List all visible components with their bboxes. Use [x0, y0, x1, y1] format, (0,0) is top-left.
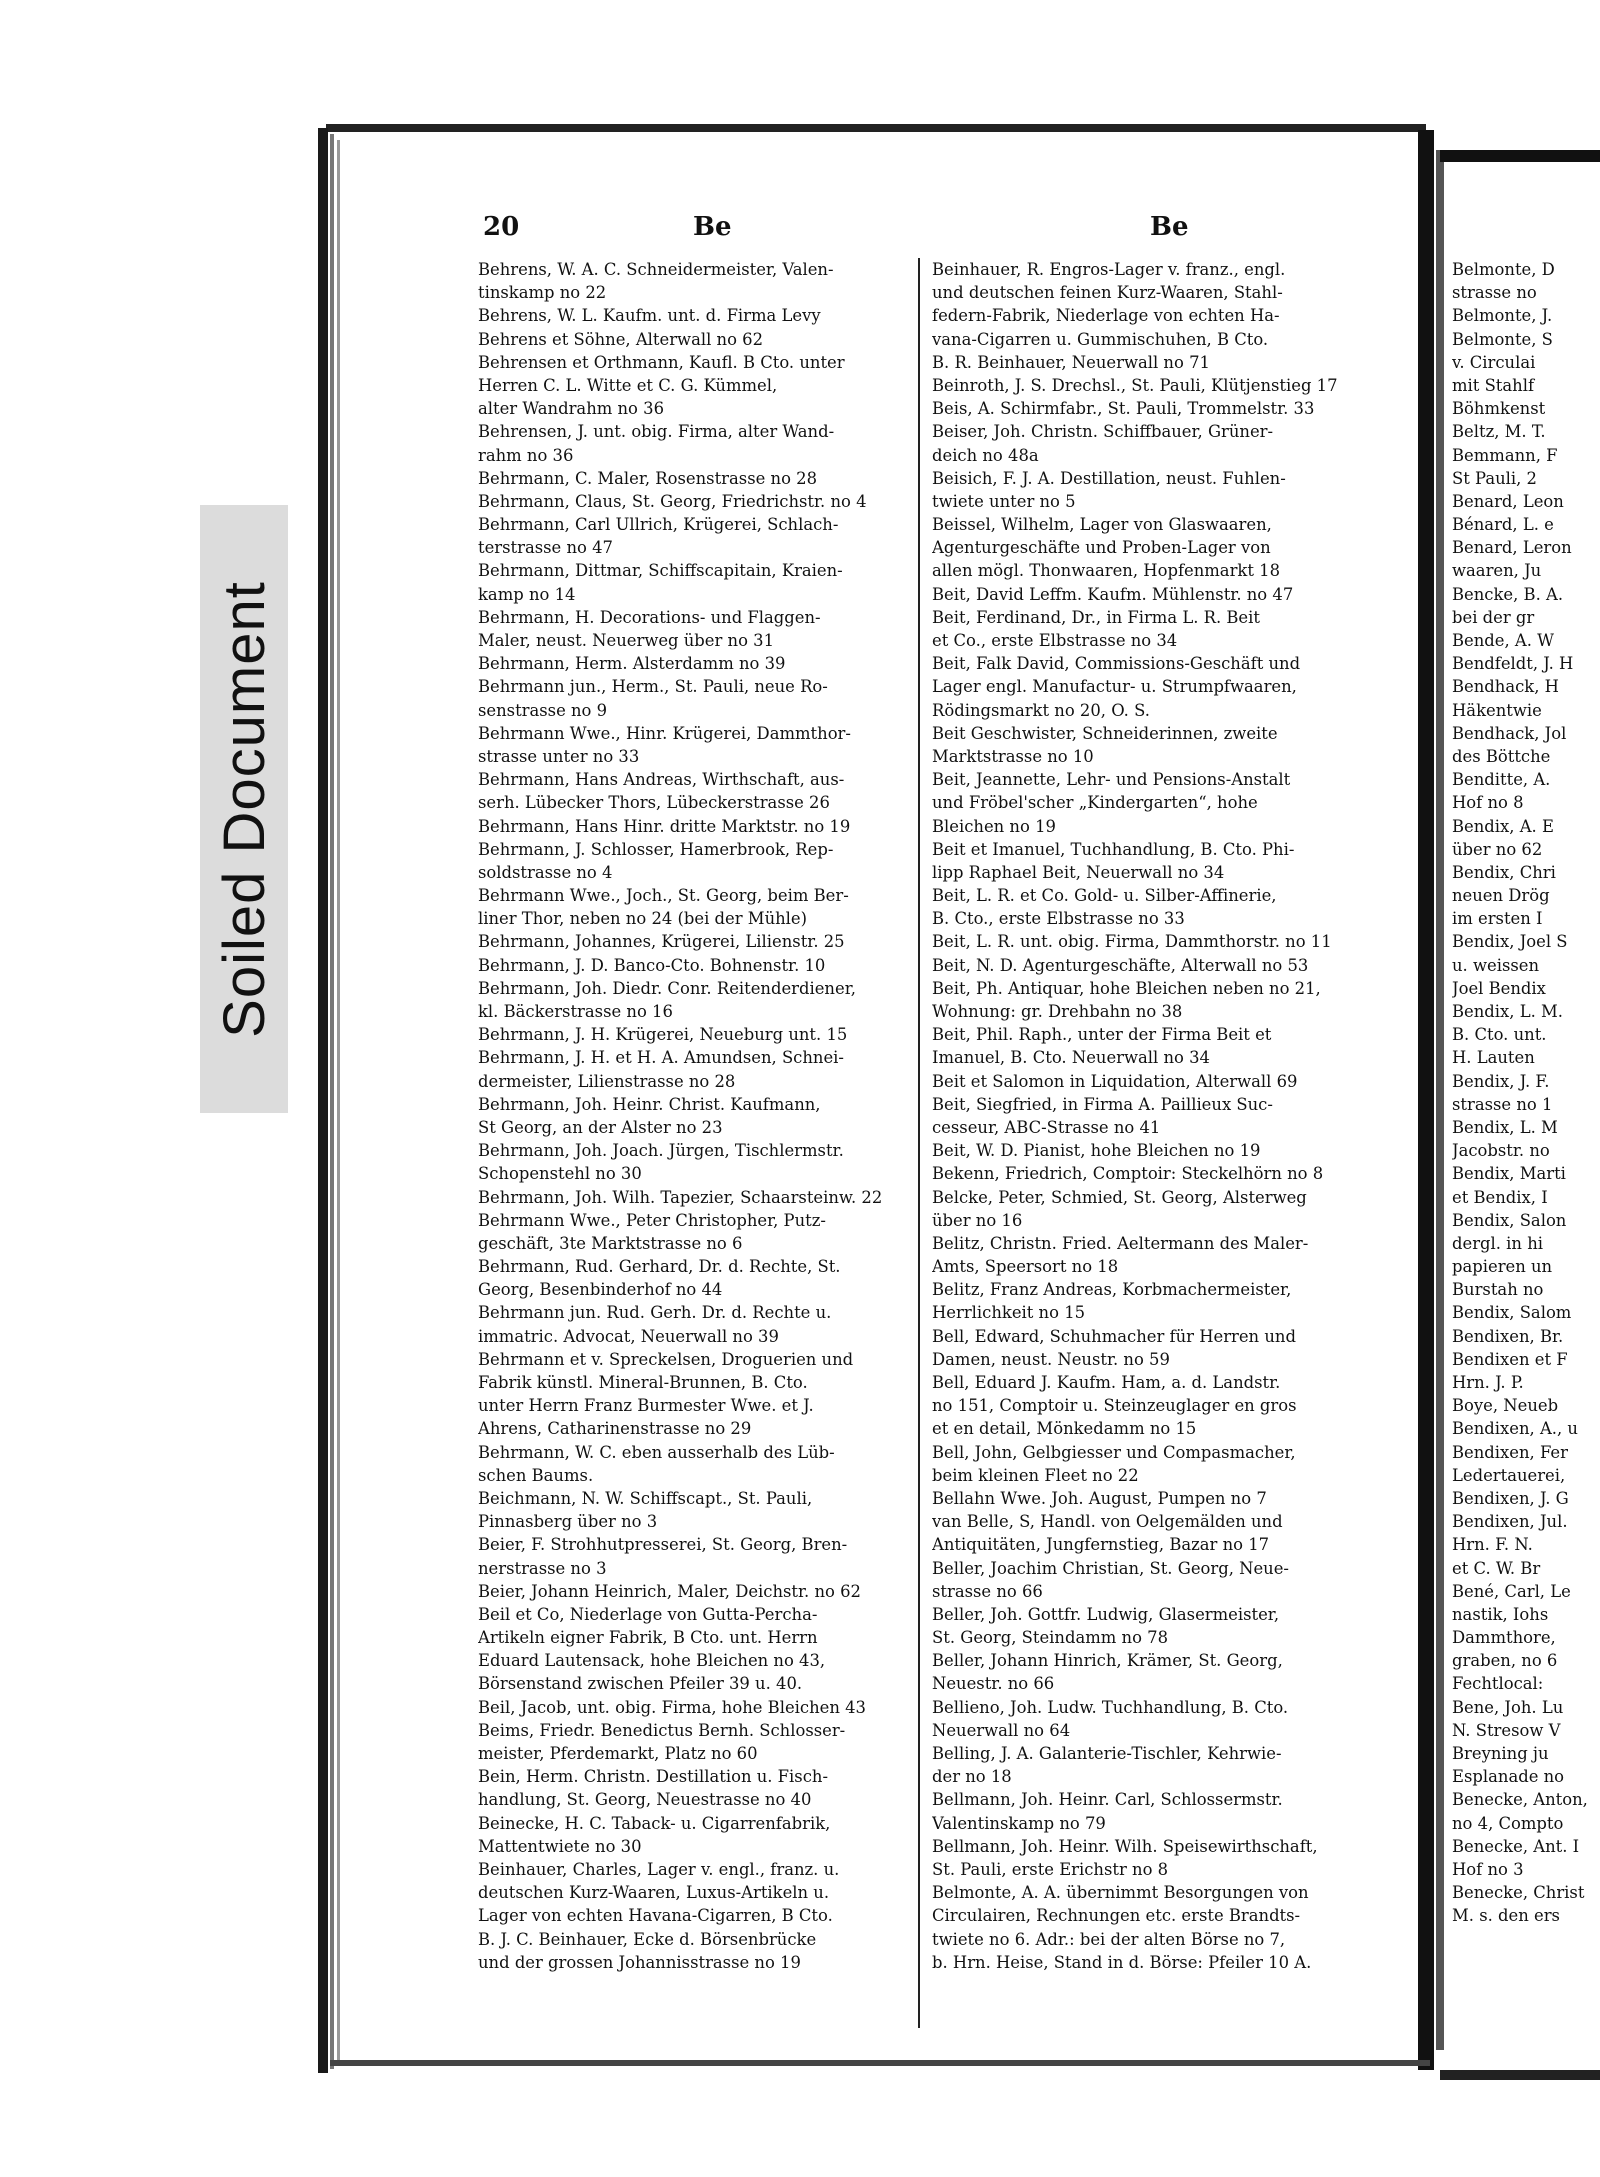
directory-entry-line: Bendix, Salom [1452, 1303, 1572, 1323]
directory-column-facing-page [1452, 258, 1600, 1928]
directory-entry-line: Behrens, W. L. Kaufm. unt. d. Firma Levy [478, 306, 821, 326]
directory-entry-line: Bende, A. W [1452, 631, 1555, 650]
directory-entry-line: waaren, Ju [1452, 561, 1542, 581]
stamp-text: Soiled Document [211, 580, 277, 1038]
directory-entry-line: Beit, Jeannette, Lehr- und Pensions-Anstalt [932, 770, 1291, 790]
directory-entry-line: Bénard, L. e [1452, 515, 1554, 535]
directory-entry-line: et Co., erste Elbstrasse no 34 [932, 631, 1178, 650]
directory-entry-line: Belling, J. A. Galanterie-Tischler, Kehrwie- [932, 1744, 1282, 1763]
directory-entry-line: Häkentwie [1452, 700, 1542, 720]
page-number: 20 [483, 212, 520, 242]
directory-entry-line: Bell, Edward, Schuhmacher für Herren und [932, 1326, 1296, 1346]
directory-entry-line: federn-Fabrik, Niederlage von echten Ha- [932, 306, 1280, 326]
directory-entry-line: unter Herrn Franz Burmester Wwe. et J. [478, 1396, 814, 1416]
directory-entry-line: und Fröbel'scher „Kindergarten“, hohe [932, 793, 1258, 813]
directory-entry-line: Bencke, B. A. [1452, 584, 1564, 604]
directory-entry-line: Bell, John, Gelbgiesser und Compasmacher, [932, 1442, 1296, 1462]
directory-entry-line: senstrasse no 9 [478, 700, 608, 720]
directory-entry-line: Neuestr. no 66 [932, 1674, 1055, 1694]
directory-entry-line: des Böttche [1452, 746, 1551, 766]
directory-entry-line: Behrmann jun., Herm., St. Pauli, neue Ro- [478, 677, 828, 697]
page-edge-2 [337, 140, 340, 2065]
directory-entry-line: Behrmann, Joh. Joach. Jürgen, Tischlermstr. [478, 1141, 844, 1161]
directory-entry-line: Bleichen no 19 [932, 816, 1056, 836]
directory-entry-line: Bellmann, Joh. Heinr. Wilh. Speisewirthschaft, [932, 1836, 1318, 1856]
directory-entry-line: Beinhauer, Charles, Lager v. engl., franz. u. [478, 1859, 840, 1879]
directory-entry-line: B. Cto., erste Elbstrasse no 33 [932, 909, 1185, 929]
column-divider [918, 258, 920, 2028]
directory-entry-line: van Belle, S, Handl. von Oelgemälden und [932, 1512, 1283, 1532]
directory-entry-line: Behrmann, Hans Andreas, Wirthschaft, aus- [478, 770, 845, 790]
directory-entry-line: deich no 48a [932, 445, 1039, 465]
directory-entry-line: der no 18 [932, 1767, 1012, 1787]
directory-entry-line: vana-Cigarren u. Gummischuhen, B Cto. [932, 329, 1269, 349]
directory-entry-line: Beichmann, N. W. Schiffscapt., St. Pauli, [478, 1488, 813, 1508]
directory-entry-line: Bendixen, A., u [1452, 1419, 1578, 1439]
directory-entry-line: Fechtlocal: [1452, 1674, 1544, 1694]
directory-entry-line: Ahrens, Catharinenstrasse no 29 [478, 1419, 752, 1439]
running-head-right: Be [1150, 212, 1189, 242]
directory-entry-line: et C. W. Br [1452, 1558, 1541, 1578]
directory-entry-line: Imanuel, B. Cto. Neuerwall no 34 [932, 1048, 1210, 1068]
directory-entry-line: Beit, Falk David, Commissions-Geschäft und [932, 654, 1301, 674]
directory-entry-line: Bendhack, H [1452, 677, 1559, 697]
directory-entry-line: rahm no 36 [478, 445, 574, 465]
directory-entry-line: u. weissen [1452, 955, 1540, 975]
page-edge-1 [330, 134, 334, 2069]
directory-entry-line: Bendix, Salon [1452, 1210, 1567, 1230]
directory-entry-line: Herrlichkeit no 15 [932, 1303, 1086, 1323]
directory-entry-line: Beit et Salomon in Liquidation, Alterwall 69 [932, 1071, 1298, 1091]
directory-entry-line: Valentinskamp no 79 [932, 1813, 1106, 1833]
directory-column-left [478, 258, 912, 1974]
directory-entry-line: Jacobstr. no [1452, 1141, 1550, 1161]
directory-entry-line: Agenturgeschäfte und Proben-Lager von [932, 538, 1271, 558]
directory-entry-line: Bené, Carl, Le [1452, 1581, 1571, 1601]
directory-entry-line: und der grossen Johannisstrasse no 19 [478, 1952, 801, 1972]
directory-entry-line: Beltz, M. T. [1452, 422, 1546, 442]
directory-entry-line: Bendixen, Jul. [1452, 1512, 1568, 1532]
directory-entry-line: Antiquitäten, Jungfernstieg, Bazar no 17 [932, 1535, 1270, 1555]
directory-entry-line: neuen Drög [1452, 886, 1550, 906]
directory-entry-line: meister, Pferdemarkt, Platz no 60 [478, 1744, 758, 1763]
directory-entry-line: Benecke, Anton, [1452, 1790, 1588, 1810]
directory-entry-line: dermeister, Lilienstrasse no 28 [478, 1071, 736, 1091]
directory-entry-line: Beller, Johann Hinrich, Krämer, St. Georg, [932, 1651, 1283, 1671]
directory-entry-line: Beinhauer, R. Engros-Lager v. franz., engl. [932, 260, 1286, 279]
directory-entry-line: Amts, Speersort no 18 [932, 1257, 1119, 1277]
directory-entry-line: Behrensen et Orthmann, Kaufl. B Cto. unter [478, 352, 845, 372]
directory-entry-line: Behrmann, C. Maler, Rosenstrasse no 28 [478, 468, 818, 488]
directory-entry-line: Georg, Besenbinderhof no 44 [478, 1280, 723, 1300]
directory-entry-line: dergl. in hi [1452, 1233, 1543, 1253]
directory-entry-line: Bendix, J. F. [1452, 1071, 1550, 1091]
directory-entry-line: Bendix, L. M [1452, 1117, 1558, 1137]
directory-entry-line: St. Georg, Steindamm no 78 [932, 1628, 1169, 1648]
directory-entry-line: v. Circulai [1452, 352, 1536, 372]
directory-entry-line: Behrmann, Carl Ullrich, Krügerei, Schlach- [478, 515, 839, 535]
directory-entry-line: Rödingsmarkt no 20, O. S. [932, 700, 1150, 720]
directory-entry-line: Boye, Neueb [1452, 1396, 1559, 1416]
directory-entry-line: Beis, A. Schirmfabr., St. Pauli, Trommelstr. 33 [932, 399, 1315, 419]
directory-entry-line: handlung, St. Georg, Neuestrasse no 40 [478, 1790, 812, 1810]
directory-entry-line: Bendfeldt, J. H [1452, 654, 1574, 674]
directory-entry-line: Behrens et Söhne, Alterwall no 62 [478, 329, 764, 349]
directory-entry-line: Belmonte, J. [1452, 306, 1553, 326]
directory-entry-line: bei der gr [1452, 607, 1535, 627]
directory-entry-line: Böhmkenst [1452, 399, 1546, 419]
directory-entry-line: Belmonte, S [1452, 329, 1553, 349]
directory-entry-line: Herren C. L. Witte et C. G. Kümmel, [478, 375, 778, 395]
directory-entry-line: Beit, L. R. et Co. Gold- u. Silber-Affinerie, [932, 886, 1277, 906]
directory-entry-line: Esplanade no [1452, 1767, 1565, 1787]
directory-entry-line: geschäft, 3te Marktstrasse no 6 [478, 1233, 743, 1253]
directory-entry-line: Belmonte, D [1452, 260, 1555, 279]
directory-entry-line: im ersten I [1452, 909, 1543, 929]
directory-entry-line: N. Stresow V [1452, 1720, 1561, 1740]
directory-entry-line: Bellmann, Joh. Heinr. Carl, Schlossermstr. [932, 1790, 1283, 1810]
directory-entry-line: b. Hrn. Heise, Stand in d. Börse: Pfeiler 10 A. [932, 1952, 1312, 1972]
directory-entry-line: Beil et Co, Niederlage von Gutta-Percha- [478, 1604, 818, 1624]
directory-entry-line: Behrmann Wwe., Joch., St. Georg, beim Ber- [478, 886, 849, 906]
directory-entry-line: Neuerwall no 64 [932, 1720, 1071, 1740]
directory-entry-line: nerstrasse no 3 [478, 1558, 607, 1578]
directory-entry-line: Behrmann, J. H. et H. A. Amundsen, Schnei- [478, 1048, 844, 1068]
directory-entry-line: Beisich, F. J. A. Destillation, neust. Fuhlen- [932, 468, 1286, 488]
directory-entry-line: Beit, W. D. Pianist, hohe Bleichen no 19 [932, 1141, 1261, 1161]
directory-entry-line: beim kleinen Fleet no 22 [932, 1465, 1139, 1485]
directory-entry-line: Beinroth, J. S. Drechsl., St. Pauli, Klütjenstieg 17 [932, 375, 1338, 395]
directory-entry-line: Bendixen, Fer [1452, 1442, 1568, 1462]
directory-entry-line: Beit, Ph. Antiquar, hohe Bleichen neben no 21, [932, 978, 1321, 998]
directory-entry-line: Behrmann, J. Schlosser, Hamerbrook, Rep- [478, 839, 834, 859]
directory-entry-line: Artikeln eigner Fabrik, B Cto. unt. Herrn [478, 1628, 818, 1648]
directory-entry-line: St. Pauli, erste Erichstr no 8 [932, 1859, 1169, 1879]
directory-entry-line: B. Cto. unt. [1452, 1025, 1547, 1045]
directory-entry-line: terstrasse no 47 [478, 538, 613, 558]
directory-entry-line: B. J. C. Beinhauer, Ecke d. Börsenbrücke [478, 1929, 817, 1949]
directory-entry-line: St Georg, an der Alster no 23 [478, 1117, 723, 1137]
directory-entry-line: Belitz, Christn. Fried. Aeltermann des Maler- [932, 1233, 1309, 1253]
directory-entry-line: Damen, neust. Neustr. no 59 [932, 1349, 1170, 1369]
directory-entry-line: Bendix, L. M. [1452, 1002, 1563, 1021]
book-spine-edge [318, 128, 328, 2073]
directory-entry-line: Wohnung: gr. Drehbahn no 38 [932, 1002, 1183, 1021]
directory-entry-line: Belitz, Franz Andreas, Korbmachermeister, [932, 1280, 1292, 1300]
directory-entry-line: Beit, Phil. Raph., unter der Firma Beit et [932, 1025, 1272, 1045]
directory-entry-line: Bendhack, Jol [1452, 723, 1567, 743]
directory-entry-line: Beit Geschwister, Schneiderinnen, zweite [932, 723, 1278, 743]
directory-entry-line: Bell, Eduard J. Kaufm. Ham, a. d. Landstr. [932, 1373, 1281, 1392]
directory-entry-line: Benard, Leron [1452, 538, 1572, 558]
directory-entry-line: Hof no 8 [1452, 793, 1524, 813]
directory-entry-line: Lager engl. Manufactur- u. Strumpfwaaren, [932, 677, 1297, 697]
directory-entry-line: Benecke, Christ [1452, 1883, 1585, 1903]
directory-entry-line: Behrmann, Joh. Heinr. Christ. Kaufmann, [478, 1094, 821, 1114]
directory-entry-line: Behrens, W. A. C. Schneidermeister, Valen- [478, 260, 834, 279]
directory-entry-line: strasse no 66 [932, 1581, 1043, 1601]
directory-entry-line: Lager von echten Havana-Cigarren, B Cto. [478, 1906, 833, 1926]
directory-entry-line: Behrmann jun. Rud. Gerh. Dr. d. Rechte u. [478, 1303, 832, 1323]
directory-entry-line: Behrmann, J. D. Banco-Cto. Bohnenstr. 10 [478, 955, 826, 975]
directory-entry-line: Circulairen, Rechnungen etc. erste Brandts- [932, 1906, 1301, 1926]
directory-entry-line: über no 16 [932, 1210, 1023, 1230]
directory-entry-line: liner Thor, neben no 24 (bei der Mühle) [478, 909, 808, 929]
directory-entry-line: Bendixen et F [1452, 1349, 1568, 1369]
directory-entry-line: tinskamp no 22 [478, 283, 607, 303]
directory-entry-line: und deutschen feinen Kurz-Waaren, Stahl- [932, 283, 1283, 303]
directory-entry-line: Bellahn Wwe. Joh. August, Pumpen no 7 [932, 1488, 1267, 1508]
book-top-edge [326, 124, 1426, 132]
directory-entry-line: Behrmann, Hans Hinr. dritte Marktstr. no 19 [478, 816, 851, 836]
directory-column-middle [932, 258, 1398, 1974]
directory-entry-line: Beit et Imanuel, Tuchhandlung, B. Cto. Phi- [932, 839, 1295, 859]
directory-entry-line: Burstah no [1452, 1280, 1544, 1300]
directory-entry-line: et Bendix, I [1452, 1187, 1548, 1207]
book-gutter-shadow [1436, 150, 1444, 2050]
directory-entry-line: H. Lauten [1452, 1048, 1535, 1068]
directory-entry-line: Beller, Joachim Christian, St. Georg, Neue- [932, 1558, 1289, 1578]
directory-entry-line: Bekenn, Friedrich, Comptoir: Steckelhörn no 8 [932, 1164, 1324, 1184]
book-bottom-edge [330, 2060, 1430, 2066]
directory-entry-line: Beims, Friedr. Benedictus Bernh. Schlosser- [478, 1720, 846, 1740]
book-gutter [1418, 130, 1434, 2070]
directory-entry-line: Behrmann, Claus, St. Georg, Friedrichstr. no 4 [478, 491, 867, 511]
directory-entry-line: Belcke, Peter, Schmied, St. Georg, Alsterweg [932, 1187, 1307, 1207]
directory-entry-line: Schopenstehl no 30 [478, 1164, 642, 1184]
directory-entry-line: Hrn. F. N. [1452, 1535, 1533, 1555]
directory-entry-line: mit Stahlf [1452, 375, 1535, 395]
directory-entry-line: Bendix, Chri [1452, 862, 1556, 882]
directory-entry-line: Bellieno, Joh. Ludw. Tuchhandlung, B. Cto. [932, 1697, 1289, 1717]
directory-entry-line: Hrn. J. P. [1452, 1373, 1524, 1392]
directory-entry-line: Dammthore, [1452, 1628, 1556, 1648]
directory-entry-line: Bendixen, Br. [1452, 1326, 1564, 1346]
directory-entry-line: Beit, Ferdinand, Dr., in Firma L. R. Beit [932, 607, 1260, 627]
directory-entry-line: strasse no [1452, 283, 1537, 303]
directory-entry-line: Behrmann, H. Decorations- und Flaggen- [478, 607, 821, 627]
directory-entry-line: graben, no 6 [1452, 1651, 1558, 1671]
directory-entry-line: Beier, F. Strohhutpresserei, St. Georg, Bren- [478, 1535, 848, 1555]
directory-entry-line: Bene, Joh. Lu [1452, 1697, 1564, 1717]
facing-page-top-edge [1440, 150, 1600, 162]
directory-entry-line: alter Wandrahm no 36 [478, 399, 664, 419]
directory-entry-line: Beit, Siegfried, in Firma A. Paillieux Suc- [932, 1094, 1273, 1114]
directory-entry-line: Hof no 3 [1452, 1859, 1524, 1879]
directory-entry-line: soldstrasse no 4 [478, 862, 613, 882]
directory-entry-line: Beinecke, H. C. Taback- u. Cigarrenfabrik, [478, 1813, 831, 1833]
directory-entry-line: Bendix, Marti [1452, 1164, 1566, 1184]
directory-entry-line: Pinnasberg über no 3 [478, 1512, 658, 1532]
directory-entry-line: Behrmann et v. Spreckelsen, Droguerien und [478, 1349, 854, 1369]
directory-entry-line: schen Baums. [478, 1465, 594, 1485]
directory-entry-line: Behrmann, Herm. Alsterdamm no 39 [478, 654, 786, 674]
directory-entry-line: Breyning ju [1452, 1744, 1549, 1763]
directory-entry-line: Behrmann, Johannes, Krügerei, Lilienstr. 25 [478, 932, 845, 952]
directory-entry-line: Mattentwiete no 30 [478, 1836, 642, 1856]
directory-entry-line: no 4, Compto [1452, 1813, 1564, 1833]
directory-entry-line: immatric. Advocat, Neuerwall no 39 [478, 1326, 779, 1346]
directory-entry-line: kamp no 14 [478, 584, 576, 604]
running-head-left: Be [693, 212, 732, 242]
directory-entry-line: Fabrik künstl. Mineral-Brunnen, B. Cto. [478, 1373, 808, 1392]
directory-entry-line: Eduard Lautensack, hohe Bleichen no 43, [478, 1651, 826, 1671]
directory-entry-line: Behrmann Wwe., Peter Christopher, Putz- [478, 1210, 826, 1230]
directory-entry-line: Bemmann, F [1452, 445, 1558, 465]
directory-entry-line: Bendix, A. E [1452, 816, 1554, 836]
directory-entry-line: St Pauli, 2 [1452, 468, 1537, 488]
directory-entry-line: Beil, Jacob, unt. obig. Firma, hohe Bleichen 43 [478, 1697, 866, 1717]
directory-entry-line: lipp Raphael Beit, Neuerwall no 34 [932, 862, 1225, 882]
directory-entry-line: Beit, David Leffm. Kaufm. Mühlenstr. no 47 [932, 584, 1294, 604]
directory-entry-line: Behrmann, J. H. Krügerei, Neueburg unt. 15 [478, 1025, 848, 1045]
directory-entry-line: no 151, Comptoir u. Steinzeuglager en gros [932, 1396, 1297, 1416]
directory-entry-line: Behrensen, J. unt. obig. Firma, alter Wand- [478, 422, 835, 442]
directory-entry-line: Benard, Leon [1452, 491, 1564, 511]
directory-entry-line: Behrmann, W. C. eben ausserhalb des Lüb- [478, 1442, 835, 1462]
directory-entry-line: Beit, N. D. Agenturgeschäfte, Alterwall no 53 [932, 955, 1309, 975]
directory-entry-line: Behrmann, Dittmar, Schiffscapitain, Kraien- [478, 561, 843, 581]
directory-entry-line: Beissel, Wilhelm, Lager von Glaswaaren, [932, 515, 1272, 535]
directory-entry-line: M. s. den ers [1452, 1906, 1560, 1926]
directory-entry-line: Ledertauerei, [1452, 1465, 1566, 1485]
directory-entry-line: allen mögl. Thonwaaren, Hopfenmarkt 18 [932, 561, 1280, 581]
directory-entry-line: kl. Bäckerstrasse no 16 [478, 1002, 673, 1021]
directory-entry-line: Börsenstand zwischen Pfeiler 39 u. 40. [478, 1674, 803, 1694]
directory-entry-line: B. R. Beinhauer, Neuerwall no 71 [932, 352, 1210, 372]
directory-entry-line: strasse unter no 33 [478, 746, 640, 766]
directory-entry-line: et en detail, Mönkedamm no 15 [932, 1419, 1197, 1439]
directory-entry-line: Bein, Herm. Christn. Destillation u. Fisch- [478, 1767, 828, 1787]
directory-entry-line: Behrmann, Rud. Gerhard, Dr. d. Rechte, St. [478, 1257, 841, 1277]
facing-page-bottom-edge [1440, 2070, 1600, 2080]
soiled-document-stamp [200, 505, 288, 1113]
directory-entry-line: Beiser, Joh. Christn. Schiffbauer, Grüner- [932, 422, 1274, 442]
directory-entry-line: strasse no 1 [1452, 1094, 1553, 1114]
directory-entry-line: Beit, L. R. unt. obig. Firma, Dammthorstr. no 11 [932, 932, 1332, 952]
directory-entry-line: twiete no 6. Adr.: bei der alten Börse no 7, [932, 1929, 1286, 1949]
directory-entry-line: Maler, neust. Neuerweg über no 31 [478, 631, 775, 650]
directory-entry-line: über no 62 [1452, 839, 1543, 859]
directory-entry-line: Benditte, A. [1452, 770, 1551, 790]
directory-entry-line: cesseur, ABC-Strasse no 41 [932, 1117, 1161, 1137]
directory-entry-line: Marktstrasse no 10 [932, 746, 1094, 766]
directory-entry-line: Bendixen, J. G [1452, 1488, 1569, 1508]
directory-entry-line: Bendix, Joel S [1452, 932, 1568, 952]
directory-entry-line: deutschen Kurz-Waaren, Luxus-Artikeln u. [478, 1883, 830, 1903]
directory-entry-line: Behrmann, Joh. Diedr. Conr. Reitenderdiener, [478, 978, 856, 998]
directory-entry-line: Benecke, Ant. I [1452, 1836, 1580, 1856]
directory-entry-line: Beller, Joh. Gottfr. Ludwig, Glasermeister, [932, 1604, 1280, 1624]
directory-entry-line: serh. Lübecker Thors, Lübeckerstrasse 26 [478, 793, 830, 813]
directory-entry-line: papieren un [1452, 1257, 1553, 1277]
directory-entry-line: Behrmann, Joh. Wilh. Tapezier, Schaarsteinw. 22 [478, 1187, 883, 1207]
directory-entry-line: Behrmann Wwe., Hinr. Krügerei, Dammthor- [478, 723, 851, 743]
directory-entry-line: twiete unter no 5 [932, 491, 1076, 511]
directory-entry-line: Belmonte, A. A. übernimmt Besorgungen von [932, 1883, 1309, 1903]
directory-entry-line: Joel Bendix [1452, 978, 1546, 998]
directory-entry-line: nastik, Iohs [1452, 1604, 1549, 1624]
directory-entry-line: Beier, Johann Heinrich, Maler, Deichstr. no 62 [478, 1581, 861, 1601]
